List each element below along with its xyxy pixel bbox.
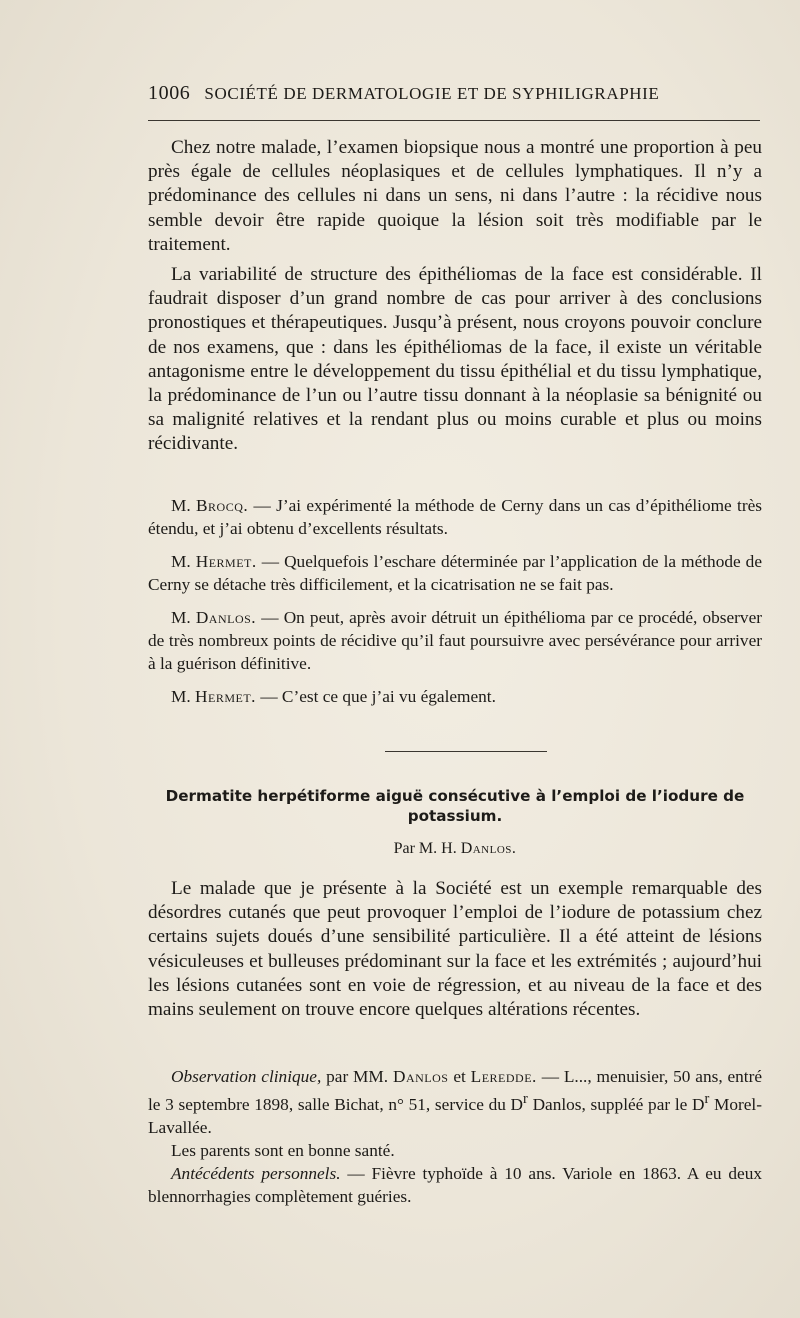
parents-paragraph: Les parents sont en bonne santé. [171, 1140, 395, 1160]
antecedents-label: Antécédents personnels. [171, 1164, 341, 1184]
byline-author: Danlos. [460, 840, 517, 857]
intro-paragraph-2: La variabilité de structure des épithéliomas de la face est considérable. Il faudrait disposer d’un grand nombre de cas pour arriver à des conclusions pronostiques et thérapeutiques. Jusqu’à présent, nous croyons pouvoir conclure de nos examens, que : dans les épithéliomas de la face, il existe un véritable antagonisme entre le développement du tissu épithélial et du tissu lymphatique, la prédominance de l’un ou l’autre tissu donnant à la néoplasie sa bénignité ou sa malignité relatives et la rendant plus ou moins curable et plus ou moins récidivante. [148, 264, 762, 455]
discussion-section [148, 495, 762, 720]
observation-paragraph: Observation clinique, par MM. Danlos et Leredde. — L..., menuisier, 50 ans, entré le 3 septembre 1898, salle Bichat, n° 51, service du $D^r$ Danlos, suppléé par le $D^r$ Morel-Lavallée. [148, 1067, 763, 1137]
speaker-name: Hermet. [195, 552, 257, 572]
remark-brocq: M. Brocq. — J’ai expérimenté la méthode de Cerny dans un cas d’épithéliome très étendu, et j’ai obtenu d’excellents résultats. [148, 496, 762, 538]
intro-section [148, 136, 762, 463]
header-rule [148, 120, 760, 121]
article-title: Dermatite herpétiforme aiguë consécutive à l’emploi de l’iodure de potassium. [165, 787, 745, 825]
section-separator [385, 751, 547, 752]
speaker-name: Brocq. [196, 496, 249, 515]
speaker-name: Hermet. [195, 687, 256, 707]
remark-danlos: M. Danlos. — On peut, après avoir détruit un épithélioma par ce procédé, observer de très nombreux points de récidive qu’il faut poursuivre avec persévérance pour arriver à la guérison définitive. [148, 608, 763, 673]
running-header [148, 82, 762, 105]
speaker-name: Danlos. [195, 608, 257, 628]
observation-label: Observation clinique, [171, 1067, 322, 1086]
remark-hermet-2: M. Hermet. — C’est ce que j’ai vu également. [171, 687, 496, 707]
intro-paragraph-1: Chez notre malade, l’examen biopsique nous a montré une proportion à peu près égale de cellules néoplasiques et de cellules lymphatiques. Il n’y a prédominance des cellules ni dans un sens, ni dans l’autre : la récidive nous semble devoir être rapide quoique la lésion soit très modifiable par le traitement. [148, 137, 762, 255]
article-lead [148, 877, 762, 1022]
lead-paragraph: Le malade que je présente à la Société est un exemple remarquable des désordres cutanés que peut provoquer l’emploi de l’iodure de potassium chez certains sujets doués d’une sensibilité particulière. Il a été atteint de lésions vésiculeuses et bulleuses prédominant sur la face et les extrémités ; aujourd’hui les lésions cutanées sont en voie de régression, et au niveau de la face et des mains seulement on trouve encore quelques altérations récentes. [148, 878, 762, 1021]
remark-hermet-1: M. Hermet. — Quelquefois l’eschare déterminée par l’application de la méthode de Cerny se détache très difficilement, et la cicatrisation ne se fait pas. [148, 552, 762, 594]
article-byline: Par M. H. Danlos. [393, 840, 517, 857]
running-title: SOCIÉTÉ DE DERMATOLOGIE ET DE SYPHILIGRAPHIE [204, 84, 660, 103]
observation-section [148, 1066, 762, 1209]
page-number: 1006 [148, 82, 191, 104]
antecedents-paragraph: Antécédents personnels. — Fièvre typhoïde à 10 ans. Variole en 1863. A eu deux blennorrhagies complètement guéries. [148, 1164, 763, 1206]
